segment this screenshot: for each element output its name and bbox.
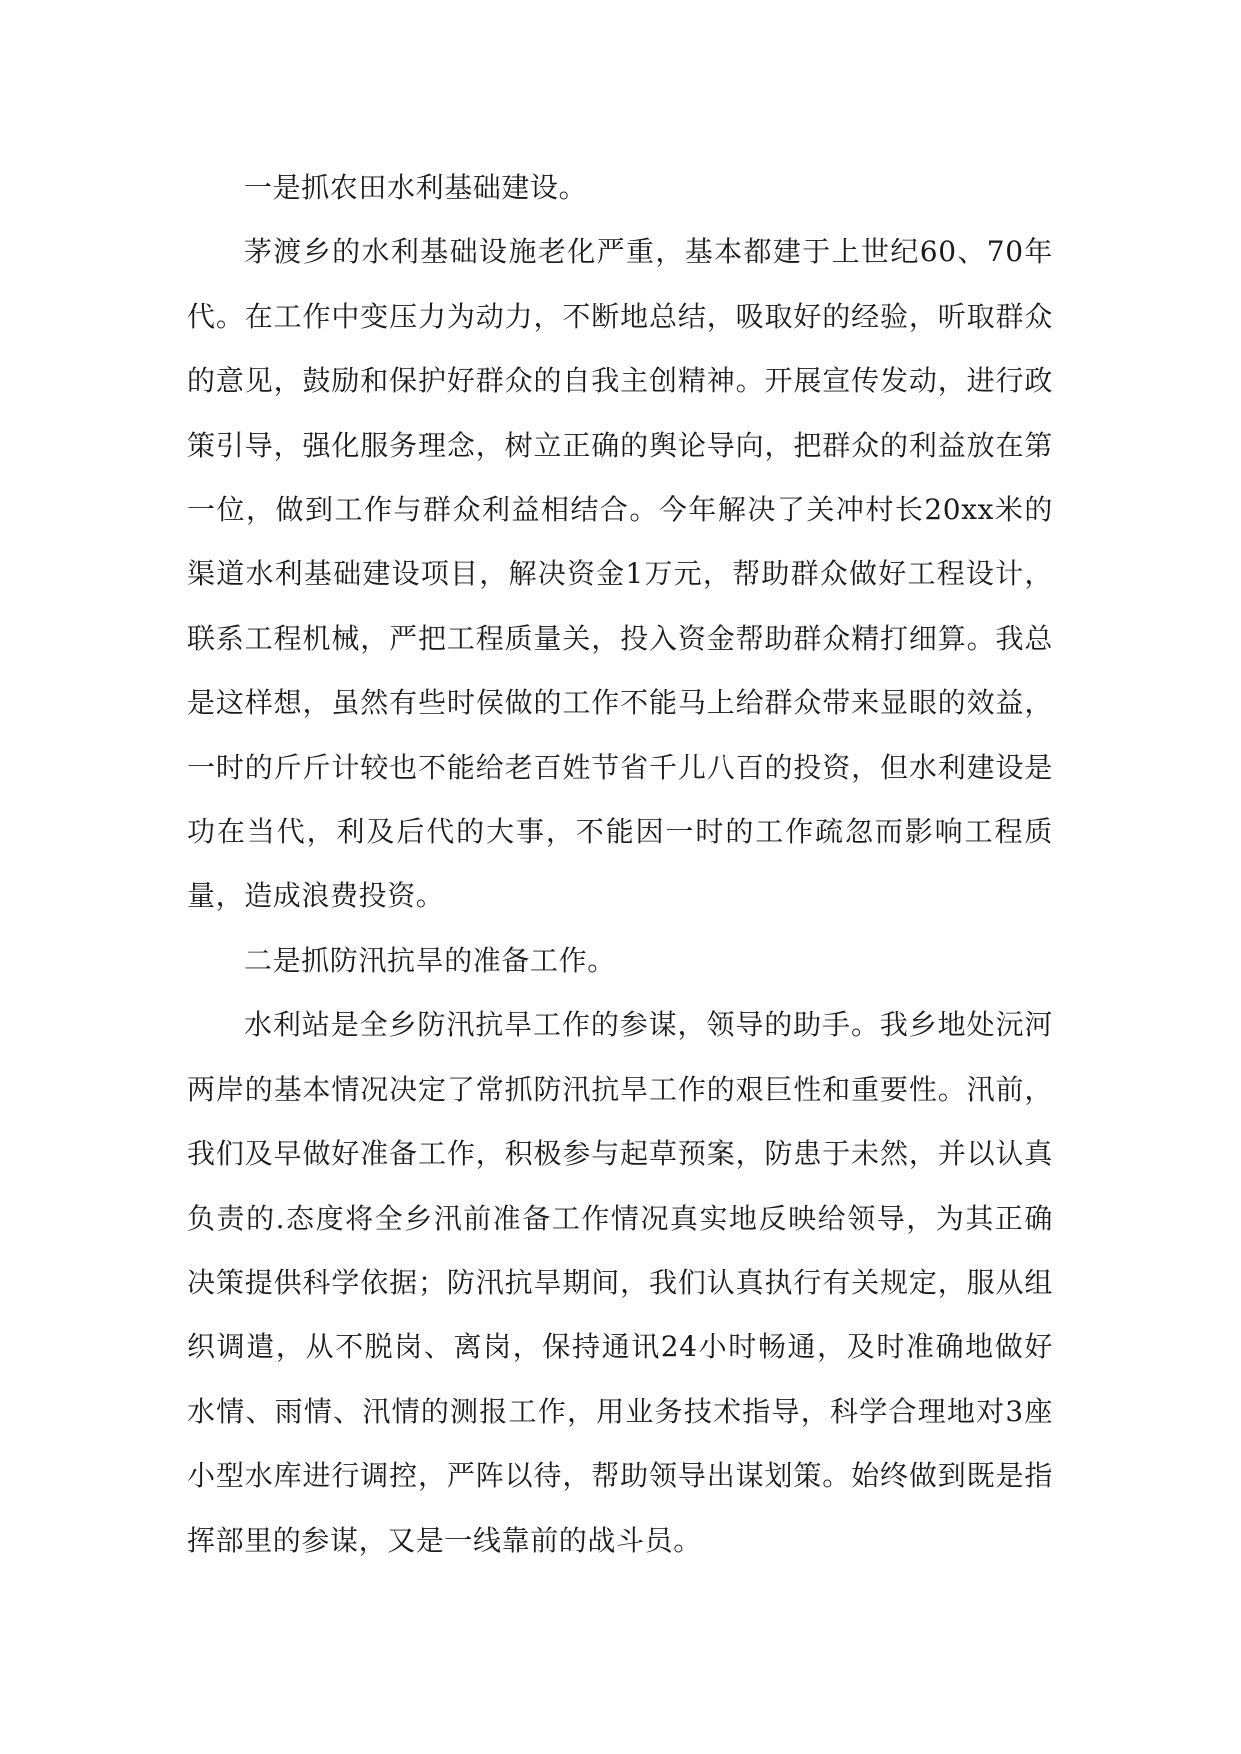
paragraph-heading-farmland-irrigation: 一是抓农田水利基础建设。 bbox=[244, 171, 588, 204]
paragraph-heading-flood-drought: 二是抓防汛抗旱的准备工作。 bbox=[244, 943, 616, 977]
paragraph-flood-drought-details: 水利站是全乡防汛抗旱工作的参谋，领导的助手。我乡地处沅河两岸的基本情况决定了常抓防汛抗旱工作的艰巨性和重要性。汛前，我们及早做好准备工作，积极参与起草预案，防患于未然，并以认真负责的.态度将全乡汛前准备工作情况真实地反映给领导，为其正确决策提供科学依据；防汛抗旱期间，我们认真执行有关规定，服从组织调遣，从不脱岗、离岗，保持通讯24小时畅通，及时准确地做好水情、雨情、汛情的测报工作，用业务技术指导，科学合理地对3座小型水库进行调控，严阵以待，帮助领导出谋划策。始终做到既是指挥部里的参谋，又是一线靠前的战斗员。 bbox=[187, 1008, 1053, 1557]
document-body bbox=[187, 156, 1053, 1573]
paragraph-farmland-irrigation-details: 茅渡乡的水利基础设施老化严重，基本都建于上世纪60、70年代。在工作中变压力为动力，不断地总结，吸取好的经验，听取群众的意见，鼓励和保护好群众的自我主创精神。开展宣传发动，进行政策引导，强化服务理念，树立正确的舆论导向，把群众的利益放在第一位，做到工作与群众利益相结合。今年解决了关冲村长20xx米的渠道水利基础建设项目，解决资金1万元，帮助群众做好工程设计，联系工程机械，严把工程质量关，投入资金帮助群众精打细算。我总是这样想，虽然有些时侯做的工作不能马上给群众带来显眼的效益，一时的斤斤计较也不能给老百姓节省千儿八百的投资，但水利建设是功在当代，利及后代的大事，不能因一时的工作疏忽而影响工程质量，造成浪费投资。 bbox=[187, 235, 1053, 913]
